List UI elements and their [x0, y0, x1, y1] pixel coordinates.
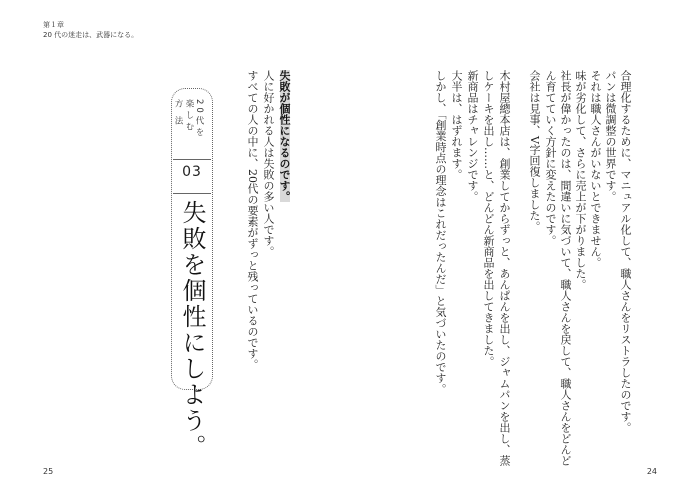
chapter-label-line: 楽しむ	[184, 99, 194, 134]
chapter-divider	[173, 193, 211, 194]
body-line: しかし、「創業時点の理念はこれだったんだ」と気づいたのです。	[434, 70, 447, 395]
highlight-line: 失敗が個性になるのです。	[278, 70, 291, 202]
chapter-divider	[173, 159, 211, 160]
body-line: 人に好かれる人は失敗の多い人です。	[262, 70, 275, 257]
chapter-label-line: 方 法	[173, 99, 183, 128]
body-line: 社長が偉かったのは、間違いに気づいて、職人さんを戻して、職人さんをどんど	[559, 70, 572, 466]
chapter-title: 失敗を個性にしよう。	[178, 200, 206, 460]
body-line: 会社は見事、V字回復しました。	[528, 70, 541, 232]
body-line: すべての人の中に、20代の要素がずっと残っているのです。	[246, 70, 259, 370]
body-line: 味が劣化して、さらに売上が下がりました。	[574, 70, 587, 290]
body-line: それは職人さんがいないとできません。	[589, 70, 602, 268]
page-number-right: 24	[646, 467, 657, 476]
body-line: 新商品はチャレンジです。	[466, 70, 479, 202]
body-line: 合理化するために、マニュアル化して、職人さんをリストラしたのです。	[619, 70, 632, 433]
page-number-left: 25	[43, 467, 54, 476]
chapter-label-line: 20代を	[194, 99, 204, 139]
body-line: ん育てていく方針に変えたのです。	[544, 70, 557, 246]
header-subtitle: 20 代の迷走は、武器になる。	[43, 31, 139, 39]
body-line: 大半は、はずれます。	[450, 70, 463, 180]
body-line: 木村屋總本店は、創業してからずっと、あんぱんを出し、ジャムパンを出し、蒸	[498, 70, 511, 466]
body-line: しケーキを出し……と、どんどん新商品を出してきました。	[482, 70, 495, 367]
chapter-number: 03	[182, 164, 202, 180]
header-chapter: 第１章	[43, 21, 64, 29]
running-header	[43, 20, 138, 40]
chapter-box	[171, 88, 213, 460]
body-line: パンは微調整の世界です。	[604, 70, 617, 202]
